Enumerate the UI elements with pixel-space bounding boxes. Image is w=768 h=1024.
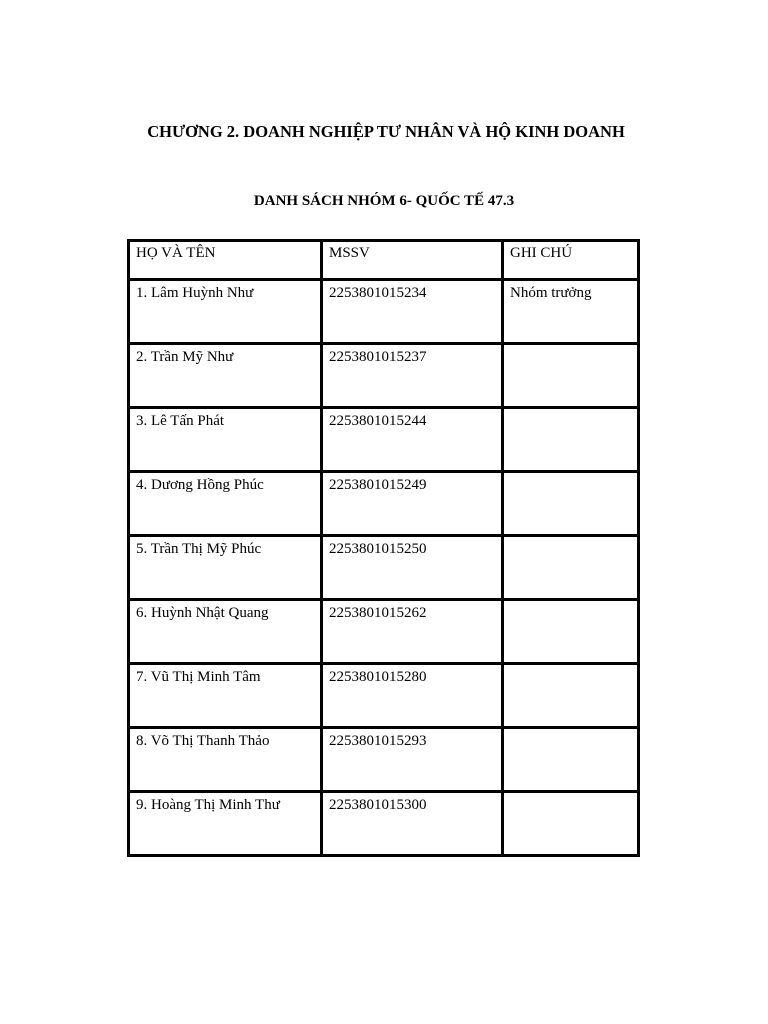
table-row (129, 472, 639, 536)
member-student-id: 2253801015249 (322, 472, 503, 536)
member-student-id: 2253801015262 (322, 600, 503, 664)
table-row (129, 728, 639, 792)
header-note: GHI CHÚ (503, 241, 639, 280)
member-name: 6. Huỳnh Nhật Quang (129, 600, 322, 664)
member-student-id: 2253801015234 (322, 280, 503, 344)
member-student-id: 2253801015300 (322, 792, 503, 856)
member-note (503, 792, 639, 856)
member-note (503, 536, 639, 600)
chapter-title: CHƯƠNG 2. DOANH NGHIỆP TƯ NHÂN VÀ HỘ KINH DOANH (147, 122, 625, 141)
table-row (129, 408, 639, 472)
member-name: 2. Trần Mỹ Như (129, 344, 322, 408)
header-student-id: MSSV (322, 241, 503, 280)
member-name: 3. Lê Tấn Phát (129, 408, 322, 472)
table-row (129, 664, 639, 728)
member-student-id: 2253801015237 (322, 344, 503, 408)
table-row (129, 280, 639, 344)
table-row (129, 344, 639, 408)
header-name: HỌ VÀ TÊN (129, 241, 322, 280)
member-note (503, 600, 639, 664)
member-student-id: 2253801015244 (322, 408, 503, 472)
member-name: 4. Dương Hồng Phúc (129, 472, 322, 536)
member-note (503, 664, 639, 728)
member-student-id: 2253801015280 (322, 664, 503, 728)
group-list-title: DANH SÁCH NHÓM 6- QUỐC TẾ 47.3 (253, 193, 515, 209)
table-header-row (129, 241, 639, 280)
member-note (503, 344, 639, 408)
member-student-id: 2253801015293 (322, 728, 503, 792)
table-row (129, 792, 639, 856)
member-name: 1. Lâm Huỳnh Như (129, 280, 322, 344)
member-name: 7. Vũ Thị Minh Tâm (129, 664, 322, 728)
table-row (129, 536, 639, 600)
table-row (129, 600, 639, 664)
member-table (127, 239, 640, 857)
member-note: Nhóm trưởng (503, 280, 639, 344)
member-note (503, 408, 639, 472)
member-name: 5. Trần Thị Mỹ Phúc (129, 536, 322, 600)
member-note (503, 728, 639, 792)
member-name: 9. Hoàng Thị Minh Thư (129, 792, 322, 856)
member-note (503, 472, 639, 536)
member-name: 8. Võ Thị Thanh Thảo (129, 728, 322, 792)
member-student-id: 2253801015250 (322, 536, 503, 600)
